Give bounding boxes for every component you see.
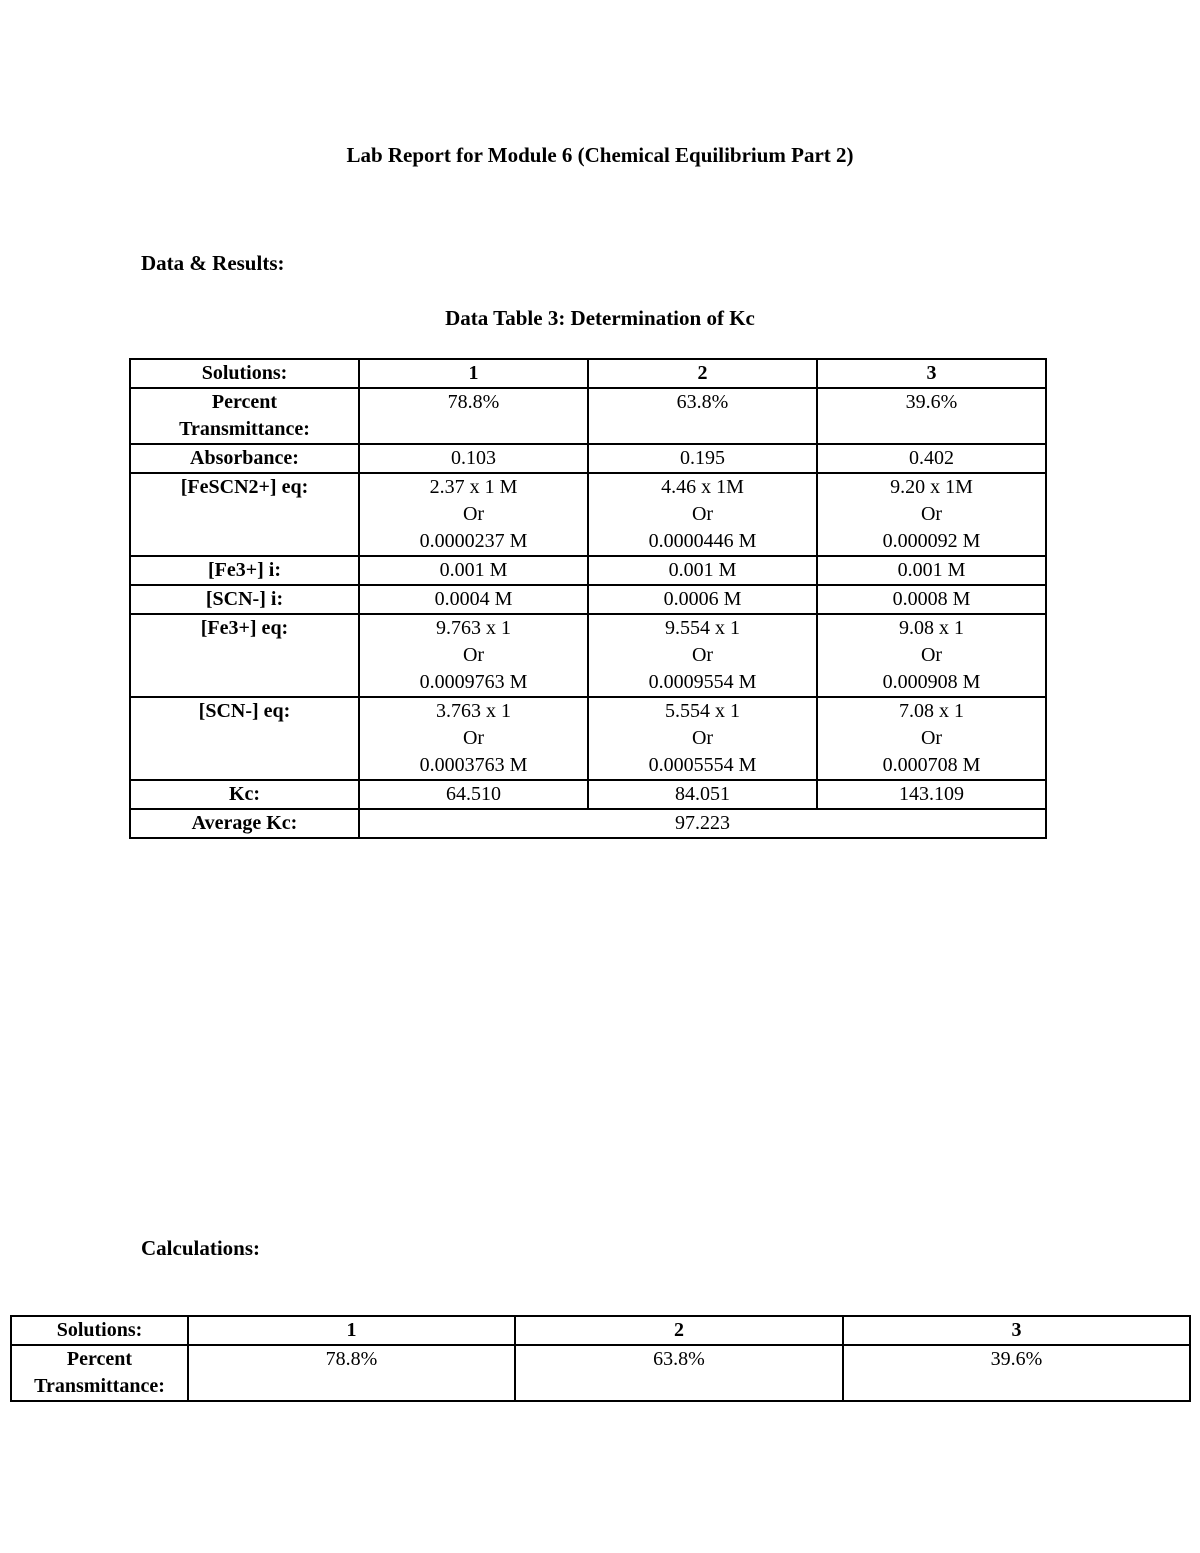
table-cell: 0.0004 M	[359, 585, 588, 614]
table-cell: 39.6%	[817, 388, 1046, 444]
table-row-fe-i	[130, 556, 1046, 585]
cell-line: 2.37 x 1 M	[429, 476, 518, 498]
table-row-header	[11, 1316, 1190, 1345]
cell-line: Or	[920, 727, 943, 749]
column-header-2: 2	[588, 359, 817, 388]
column-header-2: 2	[515, 1316, 843, 1345]
row-label-scn-eq: [SCN-] eq:	[130, 697, 359, 780]
table-cell	[817, 614, 1046, 697]
cell-line: Or	[691, 503, 714, 525]
cell-line: 9.763 x 1	[436, 617, 511, 639]
table-cell	[817, 473, 1046, 556]
data-results-heading: Data & Results:	[141, 251, 285, 275]
row-label-average-kc: Average Kc:	[130, 809, 359, 838]
table-cell: 0.001 M	[817, 556, 1046, 585]
calculations-table	[10, 1315, 1191, 1402]
cell-line: 0.0009554 M	[648, 671, 757, 693]
row-label-line: Percent	[211, 391, 278, 413]
table-row-scn-i	[130, 585, 1046, 614]
cell-line: Or	[462, 727, 485, 749]
row-label-line: Percent	[66, 1348, 133, 1370]
row-label-solutions: Solutions:	[11, 1316, 188, 1345]
cell-line: 9.20 x 1M	[890, 476, 973, 498]
table-row-absorbance	[130, 444, 1046, 473]
table-cell: 39.6%	[843, 1345, 1190, 1401]
row-label-percent-transmittance	[11, 1345, 188, 1401]
table-cell: 0.402	[817, 444, 1046, 473]
table-cell	[588, 614, 817, 697]
table-cell	[359, 614, 588, 697]
table-cell: 0.001 M	[588, 556, 817, 585]
table-cell: 78.8%	[359, 388, 588, 444]
column-header-1: 1	[188, 1316, 515, 1345]
row-label-scn-i: [SCN-] i:	[130, 585, 359, 614]
column-header-3: 3	[843, 1316, 1190, 1345]
table-cell-average-kc: 97.223	[359, 809, 1046, 838]
cell-line: 5.554 x 1	[665, 700, 740, 722]
cell-line: Or	[920, 503, 943, 525]
cell-line: 0.000708 M	[882, 754, 981, 776]
row-label-fe-i: [Fe3+] i:	[130, 556, 359, 585]
table-cell	[817, 697, 1046, 780]
table-caption: Data Table 3: Determination of Kc	[445, 306, 755, 330]
cell-line: 7.08 x 1	[899, 700, 964, 722]
table-cell	[588, 473, 817, 556]
table-row-scn-eq	[130, 697, 1046, 780]
cell-line: Or	[691, 727, 714, 749]
cell-line: 0.0003763 M	[419, 754, 528, 776]
cell-line: 0.0005554 M	[648, 754, 757, 776]
cell-line: 9.554 x 1	[665, 617, 740, 639]
table-row-percent-transmittance	[11, 1345, 1190, 1401]
row-label-line: Transmittance:	[179, 418, 310, 440]
calculations-heading: Calculations:	[141, 1236, 261, 1260]
table-cell: 63.8%	[515, 1345, 843, 1401]
cell-line: Or	[462, 503, 485, 525]
cell-line: 0.000908 M	[882, 671, 981, 693]
table-cell: 0.0006 M	[588, 585, 817, 614]
cell-line: 3.763 x 1	[436, 700, 511, 722]
table-row-fescn-eq	[130, 473, 1046, 556]
table-cell: 0.001 M	[359, 556, 588, 585]
table-row-header	[130, 359, 1046, 388]
table-cell: 84.051	[588, 780, 817, 809]
cell-line: 0.0000237 M	[419, 530, 528, 552]
table-cell: 64.510	[359, 780, 588, 809]
row-label-line: Transmittance:	[34, 1375, 165, 1397]
cell-line: 4.46 x 1M	[661, 476, 744, 498]
cell-line: Or	[920, 644, 943, 666]
row-label-solutions: Solutions:	[130, 359, 359, 388]
table-row-kc	[130, 780, 1046, 809]
table-cell: 78.8%	[188, 1345, 515, 1401]
cell-line: 0.0000446 M	[648, 530, 757, 552]
row-label-fe-eq: [Fe3+] eq:	[130, 614, 359, 697]
row-label-absorbance: Absorbance:	[130, 444, 359, 473]
report-title: Lab Report for Module 6 (Chemical Equilibrium Part 2)	[346, 143, 854, 167]
table-cell	[359, 473, 588, 556]
table-cell: 0.0008 M	[817, 585, 1046, 614]
table-row-percent-transmittance	[130, 388, 1046, 444]
row-label-kc: Kc:	[130, 780, 359, 809]
table-row-average-kc	[130, 809, 1046, 838]
cell-line: 9.08 x 1	[899, 617, 964, 639]
table-row-fe-eq	[130, 614, 1046, 697]
table-cell: 0.103	[359, 444, 588, 473]
table-cell: 63.8%	[588, 388, 817, 444]
data-table-3	[129, 358, 1047, 839]
cell-line: Or	[691, 644, 714, 666]
table-cell: 0.195	[588, 444, 817, 473]
table-cell	[588, 697, 817, 780]
row-label-percent-transmittance	[130, 388, 359, 444]
cell-line: 0.000092 M	[882, 530, 981, 552]
row-label-fescn-eq: [FeSCN2+] eq:	[130, 473, 359, 556]
table-cell: 143.109	[817, 780, 1046, 809]
table-cell	[359, 697, 588, 780]
column-header-3: 3	[817, 359, 1046, 388]
column-header-1: 1	[359, 359, 588, 388]
cell-line: 0.0009763 M	[419, 671, 528, 693]
cell-line: Or	[462, 644, 485, 666]
